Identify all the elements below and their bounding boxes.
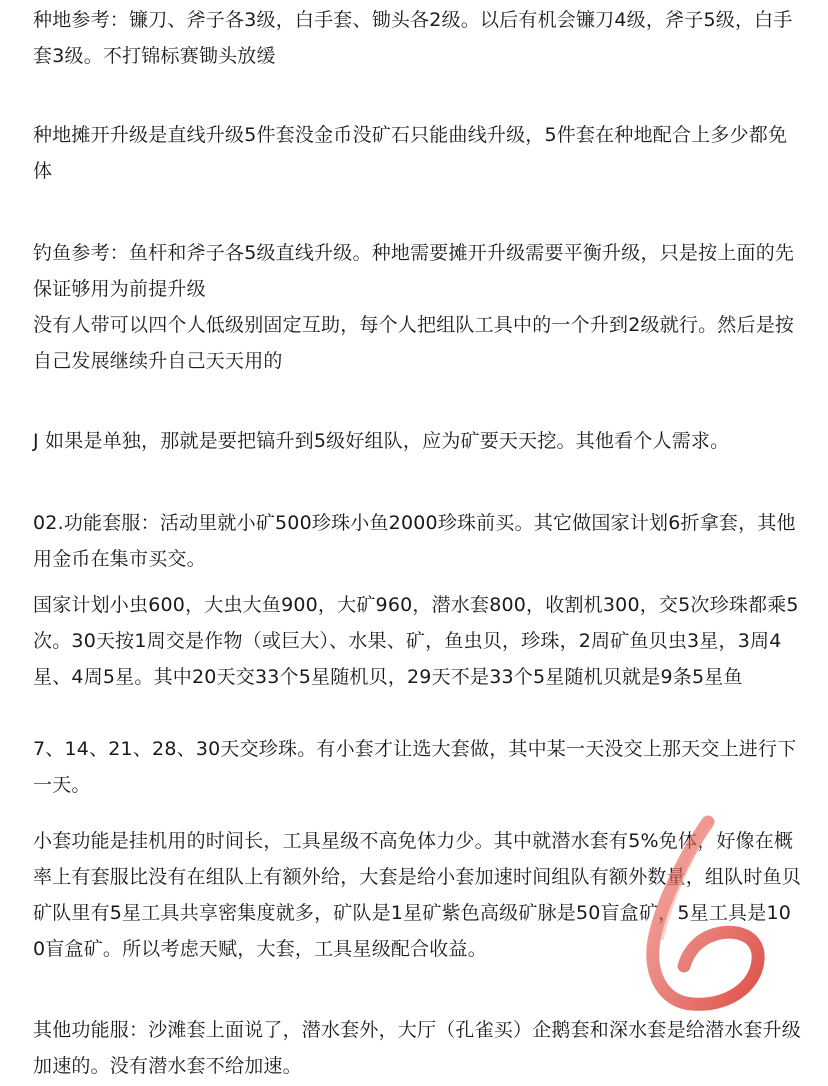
paragraph-pearl-days: 7、14、21、28、30天交珍珠。有小套才让选大套做，其中某一天没交上那天交上进行下一天。 <box>33 738 797 796</box>
paragraph-team-mutual-help: 没有人带可以四个人低级别固定互助，每个人把组队工具中的一个升到2级就行。然后是按自己发展继续升自己天天用的 <box>33 314 795 372</box>
paragraph-solo-advice: J 如果是单独，那就是要把镐升到5级好组队，应为矿要天天挖。其他看个人需求。 <box>33 430 730 452</box>
paragraph-function-outfits: 02.功能套服：活动里就小矿500珍珠小鱼2000珍珠前买。其它做国家计划6折拿套，其他用金币在集市买交。 <box>33 512 796 570</box>
paragraph-fishing-reference: 钓鱼参考：鱼杆和斧子各5级直线升级。种地需要摊开升级需要平衡升级，只是按上面的先保证够用为前提升级 <box>33 242 795 300</box>
paragraph-small-outfit-function: 小套功能是挂机用的时间长，工具星级不高免体力少。其中就潜水套有5%免体，好像在概率上有套服比没有在组队上有额外给，大套是给小套加速时间组队有额外数量，组队时鱼贝矿队里有5星工具共享密集度就多，矿队是1星矿紫色高级矿脉是50盲盒矿，5星工具是100盲盒矿。所以考虑天赋，大套，工具星级配合收益。 <box>33 830 802 960</box>
paragraph-national-plan: 国家计划小虫600，大虫大鱼900，大矿960，潜水套800，收割机300，交5次珍珠都乘5次。30天按1周交是作物（或巨大）、水果、矿，鱼虫贝，珍珠，2周矿鱼贝虫3星，3周4星、4周5星。其中20天交33个5星随机贝，29天不是33个5星随机贝就是9条5星鱼 <box>33 594 799 688</box>
paragraph-farming-reference: 种地参考：镰刀、斧子各3级，白手套、锄头各2级。以后有机会镰刀4级，斧子5级，白手套3级。不打锦标赛锄头放缓 <box>33 9 793 67</box>
paragraph-other-outfits: 其他功能服：沙滩套上面说了，潜水套外，大厅（孔雀买）企鹅套和深水套是给潜水套升级加速的。没有潜水套不给加速。 <box>33 1019 802 1077</box>
paragraph-farming-upgrade: 种地摊开升级是直线升级5件套没金币没矿石只能曲线升级，5件套在种地配合上多少都免体 <box>33 124 788 182</box>
